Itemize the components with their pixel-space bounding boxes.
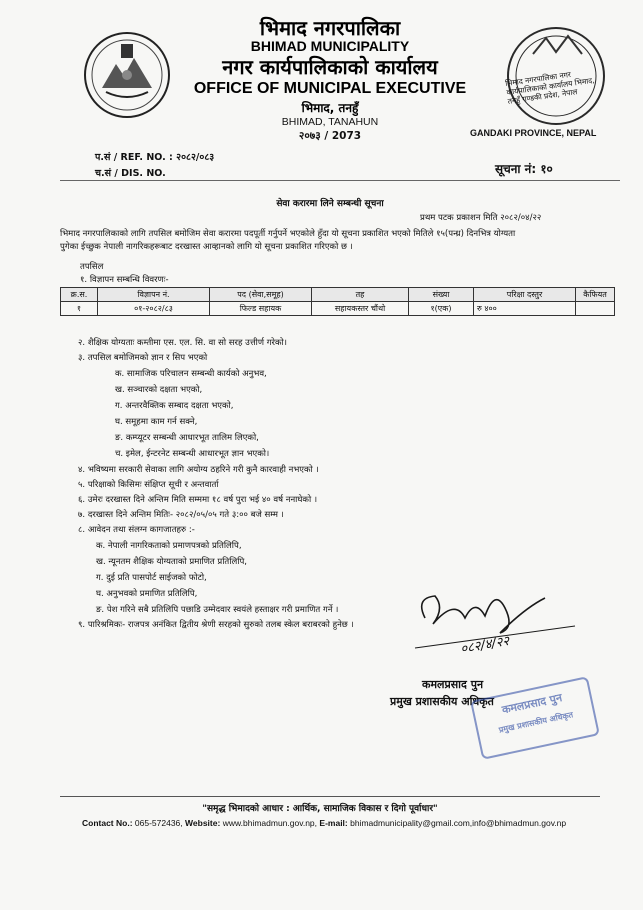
- item-deadline: ७. दरखास्त दिने अन्तिम मितिः- २०८२/०५/०५ गते ३:०० बजे सम्म ।: [78, 510, 284, 520]
- signatory-designation: प्रमुख प्रशासकीय अधिकृत: [390, 695, 494, 708]
- col-header-post: पद (सेवा,समूह): [210, 288, 312, 302]
- cell-remarks: [576, 302, 615, 316]
- skill-item: ङ. कम्प्यूटर सम्बन्धी आधारभूत तालिम लिएको,: [115, 433, 259, 443]
- document-item: ख. न्यूनतम शैक्षिक योग्यताको प्रमाणित प्रतिलिपि,: [96, 557, 247, 567]
- document-item: ग. दुई प्रति पासपोर्ट साईजको फोटो,: [96, 573, 207, 583]
- item-documents: ८. आवेदन तथा संलग्न कागजातहरु :-: [78, 525, 195, 535]
- item-education: २. शैक्षिक योग्यताः कम्तीमा एस. एल. सि. वा सो सरह उत्तीर्ण गरेको।: [78, 338, 287, 348]
- cell-post: फिल्ड सहायक: [210, 302, 312, 316]
- vacancy-table: [60, 287, 615, 316]
- nepal-emblem-icon: [82, 30, 172, 120]
- cell-count: १(एक): [409, 302, 474, 316]
- section-1-heading: १. विज्ञापन सम्बन्धि विवरणः-: [80, 275, 169, 285]
- website-link[interactable]: www.bhimadmun.gov.np,: [222, 818, 318, 828]
- email-label: E-mail:: [319, 818, 348, 828]
- municipality-name-en: BHIMAD MUNICIPALITY: [250, 38, 410, 54]
- office-name-en: OFFICE OF MUNICIPAL EXECUTIVE: [193, 80, 467, 97]
- tapsil-label: तपसिल: [80, 262, 104, 272]
- ref-number: प.सं / REF. NO. : २०८२/०८३: [95, 152, 215, 163]
- contact-phone: 065-572436,: [134, 818, 183, 828]
- header-divider: [60, 180, 620, 181]
- province-label: GANDAKI PROVINCE, NEPAL: [470, 128, 597, 138]
- intro-line-1: भिमाद नगरपालिकाको लागि तपसिल बमोजिम सेवा करारमा पदपूर्ती गर्नुपर्ने भएकोले हुँदा यो सूचना प्रकाशित भएको मितिले १५(पन्ध्र) दिनभित्र योग्यता: [60, 229, 516, 239]
- notice-title: सेवा करारमा लिने सम्बन्धी सूचना: [276, 199, 384, 209]
- dis-number: च.सं / DIS. NO.: [95, 168, 166, 179]
- location-np: भिमाद, तनहुँ: [301, 101, 359, 115]
- location-en: BHIMAD, TANAHUN: [281, 116, 379, 128]
- footer-contact: [82, 818, 602, 828]
- cell-fee: रु ४००: [474, 302, 576, 316]
- official-stamp: [470, 676, 600, 760]
- document-item: घ. अनुभवको प्रमाणित प्रतिलिपि,: [96, 589, 198, 599]
- skill-item: क. सामाजिक परिचालन सम्बन्धी कार्यको अनुभव,: [115, 369, 267, 379]
- signature-scribble: [405, 578, 585, 670]
- cell-adno: ०१-२०८२/८३: [98, 302, 210, 316]
- notice-number: सूचना नं: १०: [495, 162, 553, 176]
- item-remuneration: ९. पारिश्रमिकः- राजपत्र अनंकित द्वितीय श्रेणी सरहको सुरुको तलब स्केल बराबरको हुनेछ ।: [78, 620, 354, 630]
- municipality-name-np: भिमाद नगरपालिका: [259, 16, 401, 40]
- document-item: क. नेपाली नागरिकताको प्रमाणपत्रको प्रतिलिपि,: [96, 541, 242, 551]
- email-link[interactable]: bhimadmunicipality@gmail.com,info@bhimadmun.gov.np: [350, 818, 567, 828]
- col-header-sn: क्र.स.: [61, 288, 98, 302]
- item-age: ६. उमेरः दरखास्त दिने अन्तिम मिति सम्ममा १८ वर्ष पुरा भई ४० वर्ष ननाघेको ।: [78, 495, 318, 505]
- publish-date: प्रथम पटक प्रकाशन मिति २०८२/०४/२२: [420, 213, 542, 223]
- col-header-fee: परिक्षा दस्तुर: [474, 288, 576, 302]
- seal-text: भिमाद नगरपालिका नगर कार्यपालिकाको कार्यालय भिमाद, तनहुँ गण्डकी प्रदेश, नेपाल: [504, 69, 596, 106]
- office-seal: [498, 24, 608, 130]
- col-header-adno: विज्ञापन नं.: [98, 288, 210, 302]
- cell-sn: १: [61, 302, 98, 316]
- stamp-name: कमलप्रसाद पुन: [500, 691, 564, 717]
- skill-item: च. इमेल, ईन्टरनेट सम्बन्धी आधारभूत ज्ञान भएको।: [115, 449, 270, 459]
- signatory-name: कमलप्रसाद पुन: [422, 678, 484, 691]
- signature-date: ०८२/४/२२: [459, 633, 511, 658]
- cell-level: सहायकस्तर चौंथो: [312, 302, 409, 316]
- intro-line-2: पुगेका ईच्छुक नेपाली नागरिकहरूबाट दरखास्त आव्हानको लागि यो सूचना प्रकाशित गरिएको छ ।: [60, 242, 353, 252]
- item-exam-type: ५. परिक्षाको किसिमः संक्षिप्त सूची र अन्तवार्ता: [78, 480, 219, 490]
- table-row: [61, 302, 615, 316]
- stamp-title: प्रमुख प्रशासकीय अधिकृत: [498, 710, 574, 735]
- website-label: Website:: [185, 818, 221, 828]
- item-skills: ३. तपसिल बमोजिमको ज्ञान र सिप भएको: [78, 353, 208, 363]
- skill-item: घ. समूहमा काम गर्न सक्ने,: [115, 417, 198, 427]
- footer-slogan: "समृद्ध भिमादको आधार : आर्थिक, सामाजिक विकास र दिगो पूर्वाधार": [202, 804, 438, 814]
- footer-divider: [60, 796, 600, 797]
- skill-item: ख. सञ्चारको दक्षता भएको,: [115, 385, 203, 395]
- contact-label: Contact No.:: [82, 818, 133, 828]
- col-header-count: संख्या: [409, 288, 474, 302]
- skill-item: ग. अन्तरवैक्तिक सम्बाद दक्षता भएको,: [115, 401, 234, 411]
- document-item: ङ. पेश गरिने सबै प्रतिलिपि पछाडि उम्मेदवार स्वयंले हस्ताक्षर गरी प्रमाणित गर्ने ।: [96, 605, 339, 615]
- table-header-row: [61, 288, 615, 302]
- col-header-remarks: कैफियत: [576, 288, 615, 302]
- established-year: २०७३ / 2073: [298, 130, 362, 142]
- col-header-level: तह: [312, 288, 409, 302]
- item-no-action: ४. भविष्यमा सरकारी सेवाका लागि अयोग्य ठहरिने गरी कुनै कारवाही नभएको ।: [78, 465, 319, 475]
- office-name-np: नगर कार्यपालिकाको कार्यालय: [222, 55, 438, 79]
